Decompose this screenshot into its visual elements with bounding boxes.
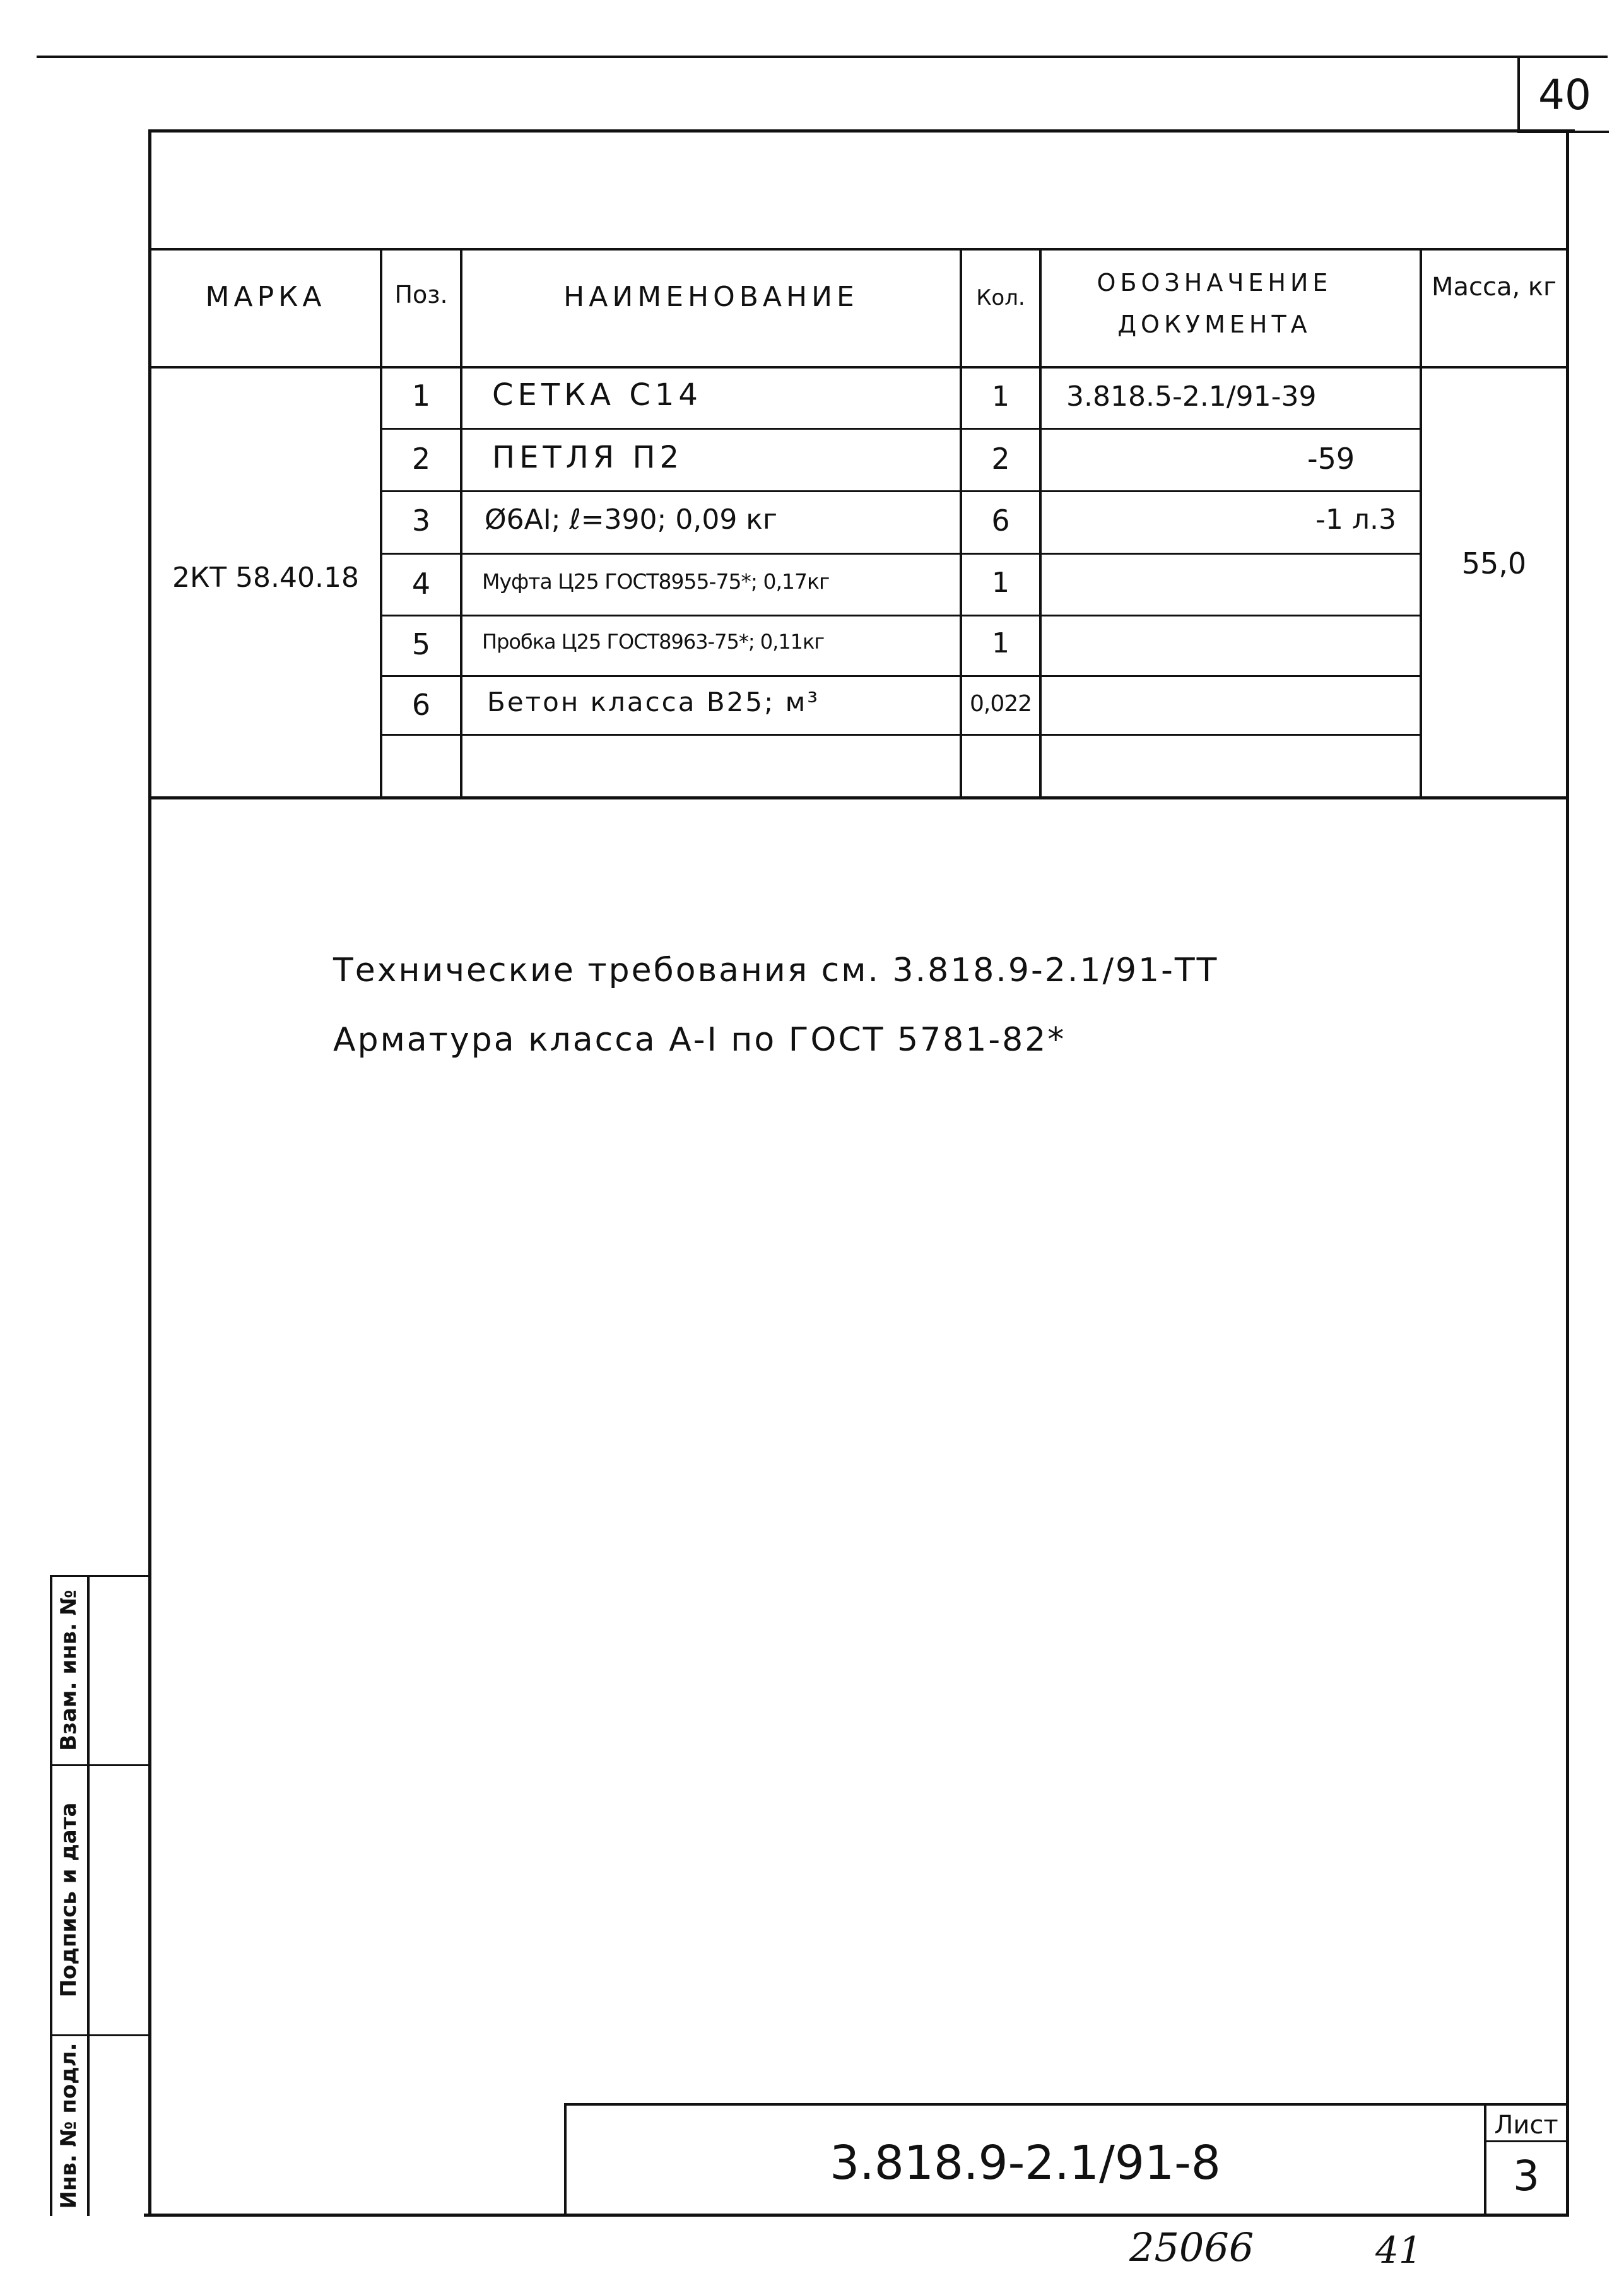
- header-bottom-line: [150, 366, 1567, 369]
- frame-top: [149, 129, 1575, 133]
- row-kol: 1: [992, 627, 1009, 659]
- page-number: 40: [1538, 71, 1591, 119]
- row-poz: 6: [411, 688, 431, 722]
- note-line: Арматура класса А-I по ГОСТ 5781-82*: [333, 1021, 1066, 1059]
- row-poz: 3: [411, 504, 431, 538]
- handwritten-archive-number: 25066: [1129, 2224, 1254, 2270]
- row-name: Ø6АI; ℓ=390; 0,09 кг: [485, 504, 777, 536]
- col-line-5: [1420, 249, 1422, 798]
- col-line-4: [1039, 249, 1042, 798]
- row-doc: -59: [1307, 442, 1355, 476]
- row-doc: 3.818.5-2.1/91-39: [1066, 380, 1317, 413]
- col-line-2: [460, 249, 462, 798]
- document-designation: 3.818.9-2.1/91-8: [830, 2136, 1221, 2190]
- table-bottom-line: [150, 796, 1567, 799]
- sheet-number: 3: [1513, 2152, 1539, 2200]
- massa-value: 55,0: [1461, 546, 1527, 581]
- row-line-3: [381, 553, 1422, 555]
- side-stamp-left-line: [50, 1576, 52, 2216]
- side-stamp-div-2: [50, 2034, 151, 2036]
- row-line-6: [381, 734, 1422, 736]
- row-kol: 6: [991, 504, 1010, 538]
- row-poz: 2: [411, 442, 431, 476]
- header-naimenovanie: НАИМЕНОВАНИЕ: [563, 281, 859, 313]
- row-poz: 1: [411, 379, 431, 413]
- side-stamp-mid-line: [87, 1576, 90, 2216]
- row-line-1: [381, 428, 1422, 430]
- side-stamp-vzam: Взам. инв. №: [56, 1589, 81, 1751]
- row-line-2: [381, 490, 1422, 492]
- frame-left: [148, 129, 151, 2217]
- row-name: СЕТКА С14: [492, 377, 702, 413]
- note-line: Технические требования см. 3.818.9-2.1/91-ТТ: [333, 952, 1219, 989]
- row-name: ПЕТЛЯ П2: [492, 440, 684, 475]
- row-kol: 2: [991, 442, 1010, 476]
- row-name: Пробка Ц25 ГОСТ8963-75*; 0,11кг: [482, 630, 825, 654]
- header-massa: Масса, кг: [1431, 273, 1557, 302]
- row-kol: 0,022: [969, 691, 1032, 717]
- frame-bottom: [144, 2214, 1569, 2217]
- row-doc: -1 л.3: [1315, 504, 1396, 536]
- row-name: Бетон класса В25; м³: [487, 687, 820, 717]
- frame-right: [1566, 129, 1569, 2217]
- handwritten-page: 41: [1375, 2229, 1422, 2272]
- header-poz: Поз.: [394, 281, 448, 309]
- marka-value: 2КТ 58.40.18: [172, 562, 360, 594]
- header-kol: Кол.: [976, 285, 1025, 310]
- row-line-4: [381, 615, 1422, 616]
- sheet-box-divider: [1484, 2140, 1567, 2142]
- sheet-label: Лист: [1494, 2111, 1558, 2140]
- table-top-line: [150, 248, 1567, 251]
- header-marka: МАРКА: [205, 281, 326, 313]
- top-line: [37, 56, 1608, 58]
- row-name: Муфта Ц25 ГОСТ8955-75*; 0,17кг: [482, 569, 830, 594]
- row-line-5: [381, 675, 1422, 677]
- row-poz: 5: [411, 627, 431, 661]
- row-kol: 1: [992, 380, 1009, 413]
- side-stamp-inv: Инв. № подл.: [56, 2043, 81, 2209]
- row-poz: 4: [411, 567, 431, 601]
- row-kol: 1: [992, 567, 1009, 599]
- header-oboznachenie: ОБОЗНАЧЕНИЕ ДОКУМЕНТА: [1097, 269, 1333, 338]
- title-block-top: [565, 2103, 1568, 2106]
- side-stamp-podpis: Подпись и дата: [56, 1802, 81, 1998]
- page-number-box-left: [1517, 58, 1520, 132]
